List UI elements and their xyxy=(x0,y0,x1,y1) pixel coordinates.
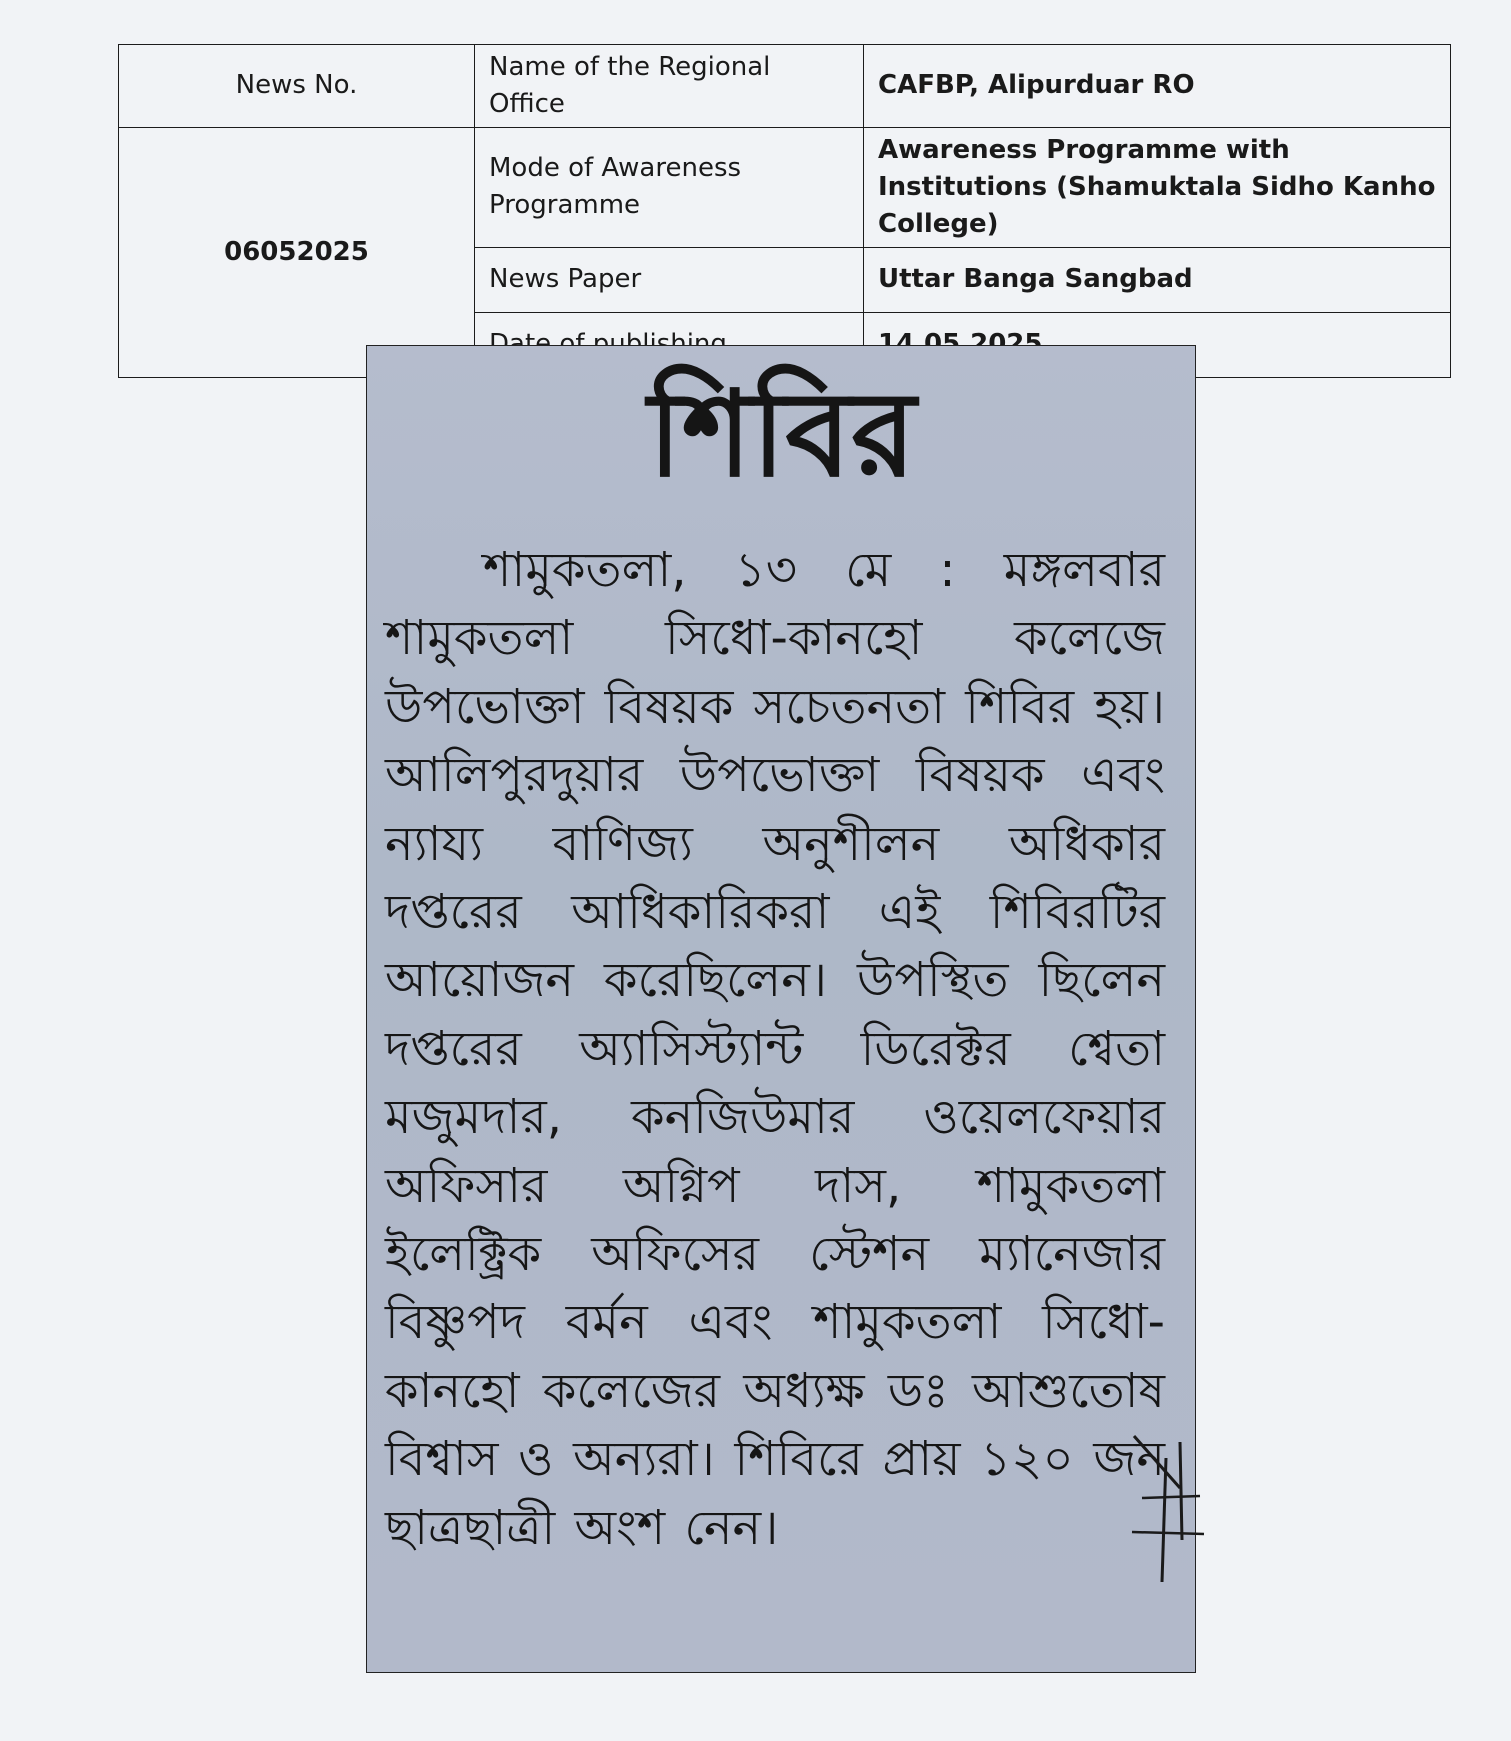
news-info-table xyxy=(118,44,1451,378)
news-no-label: News No. xyxy=(119,45,475,128)
table-row xyxy=(119,127,1451,247)
awareness-mode-value: Awareness Programme with Institutions (Shamuktala Sidho Kanho College) xyxy=(864,127,1451,247)
clipping-body: শামুকতলা, ১৩ মে : মঙ্গলবার শামুকতলা সিধো-কানহো কলেজে উপভোক্তা বিষয়ক সচেতনতা শিবির হয়। আলিপুরদুয়ার উপভোক্তা বিষয়ক এবং ন্যায্য বাণিজ্য অনুশীলন অধিকার দপ্তরের আধিকারিকরা এই শিবিরটির আয়োজন করেছিলেন। উপস্থিত ছিলেন দপ্তরের অ্যাসিস্ট্যান্ট ডিরেক্টর শ্বেতা মজুমদার, কনজিউমার ওয়েলফেয়ার অফিসার অগ্নিপ দাস, শামুকতলা ইলেক্ট্রিক অফিসের স্টেশন ম্যানেজার বিষ্ণুপদ বর্মন এবং শামুকতলা সিধো-কানহো কলেজের অধ্যক্ষ ডঃ আশুতোষ বিশ্বাস ও অন্যরা। শিবিরে প্রায় ১২০ জন ছাত্রছাত্রী অংশ নেন। xyxy=(385,542,1165,1556)
awareness-mode-label: Mode of Awareness Programme xyxy=(475,127,864,247)
news-paper-value: Uttar Banga Sangbad xyxy=(864,247,1451,312)
regional-office-label: Name of the Regional Office xyxy=(475,45,864,128)
regional-office-value: CAFBP, Alipurduar RO xyxy=(864,45,1451,128)
table-row xyxy=(119,45,1451,128)
news-paper-label: News Paper xyxy=(475,247,864,312)
newspaper-clipping xyxy=(366,345,1196,1673)
news-no-value: 06052025 xyxy=(119,127,475,377)
pen-mark-icon xyxy=(1128,1432,1208,1592)
clipping-headline: শিবির xyxy=(648,365,916,503)
